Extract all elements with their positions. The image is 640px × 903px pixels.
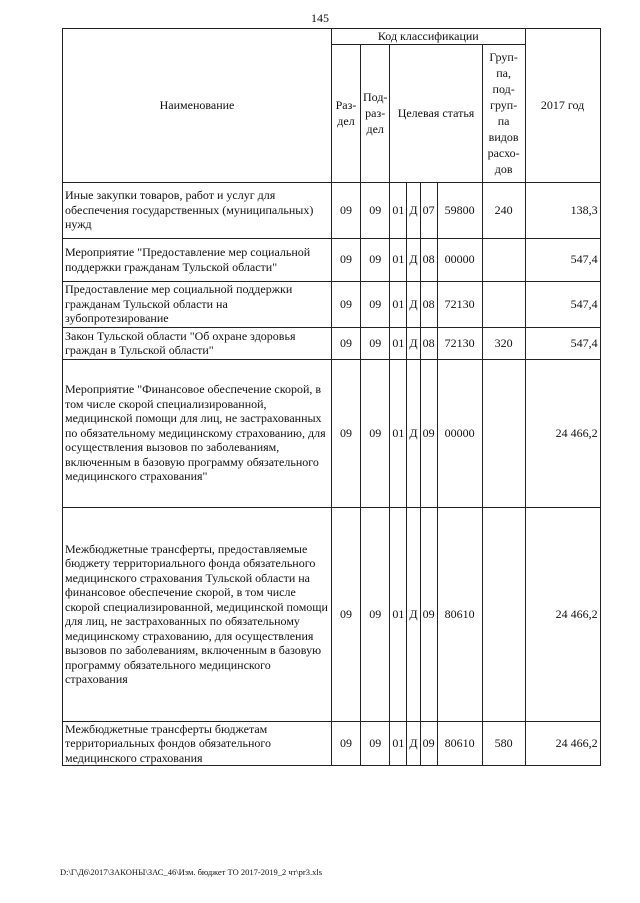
row-name: Межбюджетные трансферты, предоставляемые бюджету территориального фонда обязательного медицинского страхования Тульской области на финансовое обеспечение скорой, в том числе скорой специализированной, медицинской помощи для лиц, не застрахованных по обязательному медицинскому страхованию, для осуществления вызовов по заболеваниям, включенным в базовую программу обязательного медицинского страхования (63, 507, 332, 721)
header-section: Раз- дел (332, 44, 361, 182)
row-subsection: 09 (361, 507, 390, 721)
header-name: Наименование (63, 29, 332, 183)
row-amount: 24 466,2 (525, 359, 600, 507)
row-target-part1: 01 (390, 182, 407, 238)
row-target-part4: 00000 (437, 359, 482, 507)
row-name: Иные закупки товаров, работ и услуг для обеспечения государственных (муниципальных) нужд (63, 182, 332, 238)
row-amount: 138,3 (525, 182, 600, 238)
row-subsection: 09 (361, 327, 390, 359)
row-target-part2: Д (407, 281, 420, 327)
row-target-part1: 01 (390, 359, 407, 507)
row-target-part3: 09 (420, 721, 437, 766)
row-target-part4: 72130 (437, 327, 482, 359)
row-subsection: 09 (361, 359, 390, 507)
row-target-part1: 01 (390, 507, 407, 721)
row-name: Мероприятие "Финансовое обеспечение скорой, в том числе скорой специализированной, медицинской помощи для лиц, не застрахованных по обязательному медицинскому страхованию, для осуществления вызовов по заболеваниям, включенным в базовую программу обязательного медицинского страхования" (63, 359, 332, 507)
header-expense-group: Груп- па, под- груп- па видов расхо- дов (482, 44, 525, 182)
row-subsection: 09 (361, 238, 390, 281)
row-target-part3: 07 (420, 182, 437, 238)
row-amount: 547,4 (525, 281, 600, 327)
row-target-part4: 72130 (437, 281, 482, 327)
page-number: 145 (311, 11, 329, 25)
header-year: 2017 год (525, 29, 600, 183)
row-expense-group (482, 238, 525, 281)
row-section: 09 (332, 327, 361, 359)
row-expense-group (482, 359, 525, 507)
row-target-part3: 08 (420, 327, 437, 359)
row-name: Мероприятие "Предоставление мер социальной поддержки гражданам Тульской области" (63, 238, 332, 281)
row-section: 09 (332, 182, 361, 238)
row-target-part2: Д (407, 507, 420, 721)
row-expense-group (482, 281, 525, 327)
header-target-article: Целевая статья (390, 44, 482, 182)
row-subsection: 09 (361, 182, 390, 238)
row-target-part2: Д (407, 238, 420, 281)
row-target-part3: 08 (420, 238, 437, 281)
row-target-part4: 80610 (437, 721, 482, 766)
row-target-part2: Д (407, 327, 420, 359)
table-row (63, 281, 601, 327)
header-code-group: Код классификации (332, 29, 526, 45)
table-row (63, 327, 601, 359)
row-subsection: 09 (361, 281, 390, 327)
row-target-part4: 80610 (437, 507, 482, 721)
row-target-part2: Д (407, 721, 420, 766)
row-expense-group: 320 (482, 327, 525, 359)
row-section: 09 (332, 359, 361, 507)
row-target-part1: 01 (390, 721, 407, 766)
row-target-part2: Д (407, 182, 420, 238)
row-target-part4: 59800 (437, 182, 482, 238)
row-amount: 547,4 (525, 327, 600, 359)
row-section: 09 (332, 281, 361, 327)
row-section: 09 (332, 507, 361, 721)
row-expense-group (482, 507, 525, 721)
row-name: Межбюджетные трансферты бюджетам территориальных фондов обязательного медицинского страхования (63, 721, 332, 766)
row-target-part1: 01 (390, 281, 407, 327)
table-row (63, 238, 601, 281)
table-row (63, 507, 601, 721)
row-amount: 24 466,2 (525, 721, 600, 766)
budget-table (62, 28, 601, 766)
row-target-part4: 00000 (437, 238, 482, 281)
row-section: 09 (332, 238, 361, 281)
row-target-part3: 09 (420, 507, 437, 721)
row-target-part1: 01 (390, 327, 407, 359)
row-expense-group: 580 (482, 721, 525, 766)
row-target-part2: Д (407, 359, 420, 507)
row-amount: 24 466,2 (525, 507, 600, 721)
row-expense-group: 240 (482, 182, 525, 238)
row-subsection: 09 (361, 721, 390, 766)
footer-file-path: D:\Г\Д6\2017\ЗАКОНЫ\ЗАС_46\Изм. бюджет ТО 2017-2019_2 чт\pr3.xls (60, 867, 323, 877)
table-row (63, 721, 601, 766)
header-subsection: Под- раз- дел (361, 44, 390, 182)
table-row (63, 359, 601, 507)
row-target-part3: 09 (420, 359, 437, 507)
row-name: Закон Тульской области "Об охране здоровья граждан в Тульской области" (63, 327, 332, 359)
row-amount: 547,4 (525, 238, 600, 281)
row-section: 09 (332, 721, 361, 766)
table-row (63, 182, 601, 238)
row-target-part3: 08 (420, 281, 437, 327)
row-target-part1: 01 (390, 238, 407, 281)
row-name: Предоставление мер социальной поддержки гражданам Тульской области на зубопротезирование (63, 281, 332, 327)
